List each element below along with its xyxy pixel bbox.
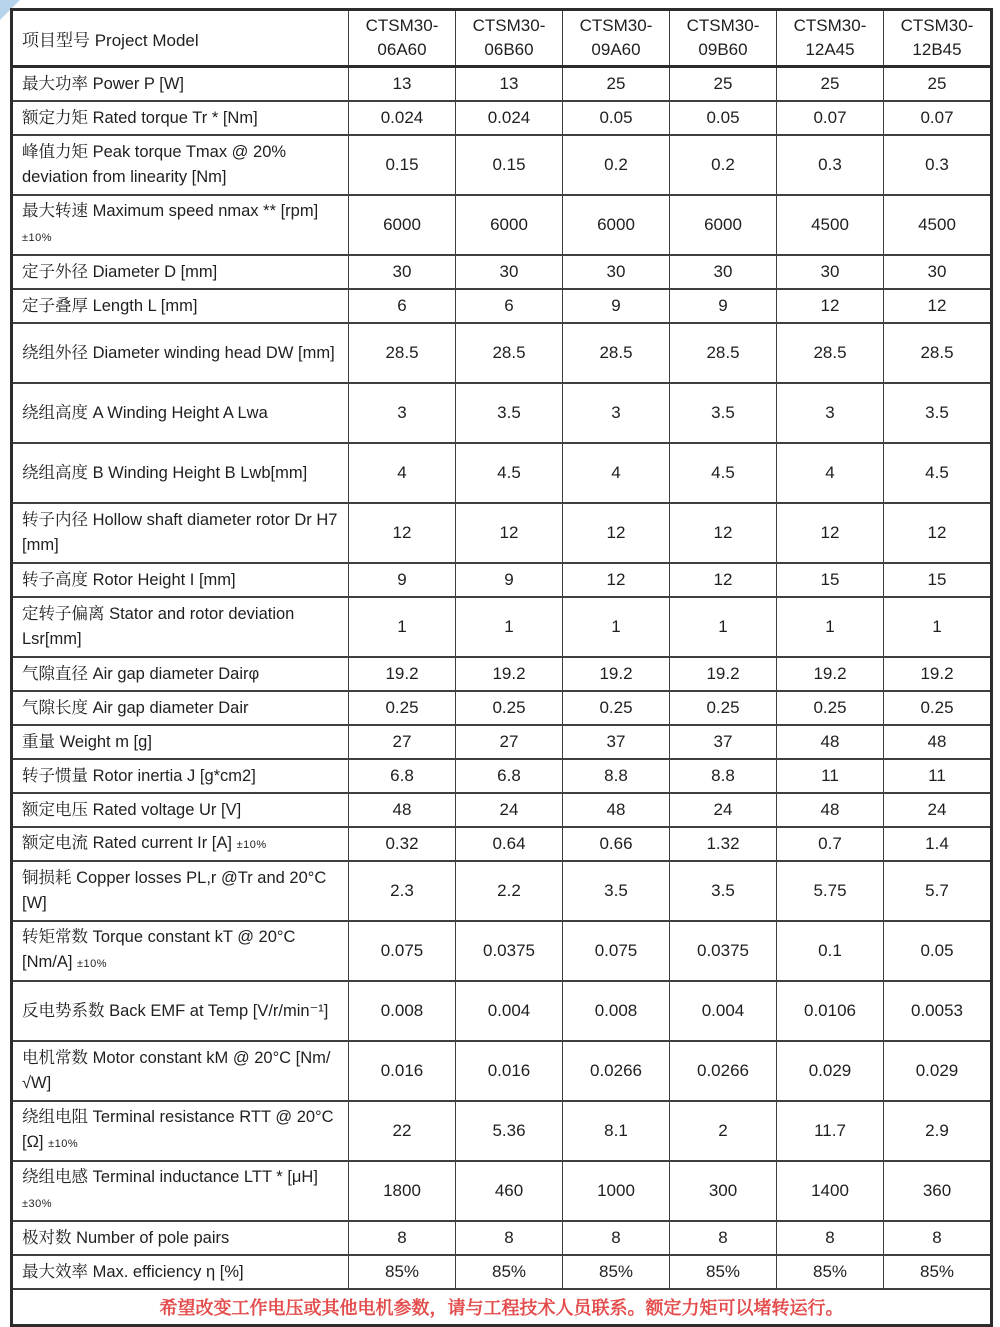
row-label-cell <box>12 597 349 657</box>
spec-value: 0.004 <box>670 981 777 1041</box>
spec-value: 1000 <box>563 1161 670 1221</box>
spec-value: 28.5 <box>670 323 777 383</box>
spec-value: 0.3 <box>777 135 884 195</box>
spec-value: 0.075 <box>349 921 456 981</box>
spec-value: 85% <box>777 1255 884 1289</box>
spec-value: 8.8 <box>670 759 777 793</box>
spec-value: 0.25 <box>777 691 884 725</box>
spec-value: 0.32 <box>349 827 456 861</box>
row-label: 绕组电阻 Terminal resistance RTT @ 20°C [Ω] <box>22 1108 334 1151</box>
row-label: 铜损耗 Copper losses PL,r @Tr and 20°C [W] <box>22 869 327 912</box>
row-label-suffix: ±10% <box>22 232 53 244</box>
spec-value: 0.7 <box>777 827 884 861</box>
model-name-line2: 06A60 <box>377 40 427 59</box>
model-name-line1: CTSM30- <box>472 16 546 35</box>
spec-value: 25 <box>563 67 670 102</box>
spec-value: 0.25 <box>884 691 992 725</box>
spec-value: 4 <box>563 443 670 503</box>
spec-value: 0.07 <box>884 101 992 135</box>
spec-value: 85% <box>884 1255 992 1289</box>
table-row <box>12 597 992 657</box>
spec-value: 4 <box>777 443 884 503</box>
row-label-cell <box>12 657 349 691</box>
row-label: 定子外径 Diameter D [mm] <box>22 262 218 281</box>
spec-value: 8.1 <box>563 1101 670 1161</box>
row-label: 绕组高度 A Winding Height A Lwa <box>22 403 268 422</box>
spec-value: 6000 <box>563 195 670 255</box>
spec-value: 85% <box>670 1255 777 1289</box>
spec-value: 85% <box>563 1255 670 1289</box>
spec-value: 0.008 <box>563 981 670 1041</box>
row-label-cell <box>12 1221 349 1255</box>
row-label: 峰值力矩 Peak torque Tmax @ 20% deviation from linearity [Nm] <box>22 143 287 186</box>
row-label-cell <box>12 793 349 827</box>
row-label: 定转子偏离 Stator and rotor deviation Lsr[mm] <box>22 605 295 648</box>
row-label-cell <box>12 861 349 921</box>
spec-value: 48 <box>777 793 884 827</box>
spec-value: 37 <box>670 725 777 759</box>
table-row <box>12 1041 992 1101</box>
spec-value: 13 <box>349 67 456 102</box>
model-name-line2: 12B45 <box>912 40 962 59</box>
row-label-suffix: ±10% <box>77 958 108 970</box>
spec-value: 15 <box>777 563 884 597</box>
spec-value: 24 <box>670 793 777 827</box>
table-row <box>12 1101 992 1161</box>
row-label: 绕组高度 B Winding Height B Lwb[mm] <box>22 463 308 482</box>
spec-value: 6000 <box>349 195 456 255</box>
table-row <box>12 383 992 443</box>
spec-value: 3.5 <box>456 383 563 443</box>
spec-value: 0.0053 <box>884 981 992 1041</box>
spec-value: 1.4 <box>884 827 992 861</box>
spec-value: 0.029 <box>884 1041 992 1101</box>
spec-value: 25 <box>777 67 884 102</box>
row-label-suffix: ±10% <box>236 838 267 851</box>
spec-value: 12 <box>349 503 456 563</box>
spec-value: 0.07 <box>777 101 884 135</box>
model-name-line2: 09B60 <box>698 40 748 59</box>
motor-spec-table <box>10 8 993 1327</box>
spec-value: 1 <box>884 597 992 657</box>
column-header-model <box>349 10 456 67</box>
table-row <box>12 793 992 827</box>
table-row <box>12 255 992 289</box>
table-row <box>12 981 992 1041</box>
spec-value: 8.8 <box>563 759 670 793</box>
spec-value: 9 <box>349 563 456 597</box>
table-row <box>12 1221 992 1255</box>
row-label: 转子高度 Rotor Height I [mm] <box>22 570 236 589</box>
row-label-cell <box>12 1161 349 1221</box>
spec-value: 4.5 <box>670 443 777 503</box>
spec-value: 2 <box>670 1101 777 1161</box>
spec-value: 12 <box>670 503 777 563</box>
spec-value: 0.0375 <box>456 921 563 981</box>
spec-value: 360 <box>884 1161 992 1221</box>
spec-value: 0.66 <box>563 827 670 861</box>
table-row <box>12 1161 992 1221</box>
table-row <box>12 503 992 563</box>
spec-value: 0.0106 <box>777 981 884 1041</box>
row-label: 转子内径 Hollow shaft diameter rotor Dr H7 [mm] <box>22 511 338 554</box>
row-label-cell <box>12 921 349 981</box>
spec-value: 12 <box>884 503 992 563</box>
table-row <box>12 323 992 383</box>
footer-row <box>12 1289 992 1326</box>
row-label-cell <box>12 1041 349 1101</box>
row-label-cell <box>12 443 349 503</box>
table-row <box>12 921 992 981</box>
spec-value: 0.016 <box>349 1041 456 1101</box>
column-header-model <box>884 10 992 67</box>
spec-value: 19.2 <box>563 657 670 691</box>
spec-value: 9 <box>563 289 670 323</box>
row-label-cell <box>12 67 349 102</box>
table-row <box>12 443 992 503</box>
spec-value: 0.0266 <box>563 1041 670 1101</box>
row-label-cell <box>12 289 349 323</box>
column-header-model <box>777 10 884 67</box>
spec-value: 0.15 <box>456 135 563 195</box>
table-row <box>12 861 992 921</box>
row-label-cell <box>12 827 349 861</box>
row-label: 最大转速 Maximum speed nmax ** [rpm] <box>22 202 319 220</box>
spec-value: 0.25 <box>349 691 456 725</box>
row-label-suffix: ±10% <box>48 1138 79 1150</box>
spec-value: 27 <box>456 725 563 759</box>
spec-value: 4500 <box>777 195 884 255</box>
table-row <box>12 563 992 597</box>
spec-value: 19.2 <box>884 657 992 691</box>
spec-value: 24 <box>884 793 992 827</box>
spec-value: 48 <box>349 793 456 827</box>
spec-value: 0.25 <box>670 691 777 725</box>
table-row <box>12 67 992 102</box>
spec-value: 5.36 <box>456 1101 563 1161</box>
table-row <box>12 657 992 691</box>
spec-value: 0.029 <box>777 1041 884 1101</box>
row-label-cell <box>12 981 349 1041</box>
table-row <box>12 827 992 861</box>
spec-value: 0.64 <box>456 827 563 861</box>
model-name-line1: CTSM30- <box>900 16 974 35</box>
spec-value: 8 <box>349 1221 456 1255</box>
row-label-cell <box>12 195 349 255</box>
spec-value: 9 <box>456 563 563 597</box>
spec-value: 9 <box>670 289 777 323</box>
spec-value: 3.5 <box>670 861 777 921</box>
spec-value: 30 <box>670 255 777 289</box>
spec-value: 28.5 <box>884 323 992 383</box>
spec-value: 11.7 <box>777 1101 884 1161</box>
header-row <box>12 10 992 67</box>
spec-value: 85% <box>456 1255 563 1289</box>
spec-value: 6000 <box>456 195 563 255</box>
spec-value: 12 <box>777 503 884 563</box>
spec-value: 22 <box>349 1101 456 1161</box>
spec-value: 0.0375 <box>670 921 777 981</box>
model-name-line1: CTSM30- <box>793 16 867 35</box>
spec-value: 0.024 <box>456 101 563 135</box>
spec-value: 0.024 <box>349 101 456 135</box>
spec-value: 8 <box>777 1221 884 1255</box>
row-label-cell <box>12 101 349 135</box>
spec-value: 30 <box>777 255 884 289</box>
spec-value: 3.5 <box>884 383 992 443</box>
spec-value: 37 <box>563 725 670 759</box>
spec-value: 12 <box>777 289 884 323</box>
spec-value: 0.25 <box>456 691 563 725</box>
spec-value: 8 <box>884 1221 992 1255</box>
row-label: 绕组电感 Terminal inductance LTT * [μH] <box>22 1168 318 1186</box>
row-label: 最大功率 Power P [W] <box>22 74 184 93</box>
spec-value: 28.5 <box>777 323 884 383</box>
spec-value: 3 <box>777 383 884 443</box>
spec-value: 30 <box>456 255 563 289</box>
spec-value: 12 <box>456 503 563 563</box>
model-name-line2: 06B60 <box>484 40 534 59</box>
spec-value: 2.2 <box>456 861 563 921</box>
spec-value: 28.5 <box>349 323 456 383</box>
row-label: 转矩常数 Torque constant kT @ 20°C [Nm/A] <box>22 928 296 971</box>
spec-value: 0.016 <box>456 1041 563 1101</box>
model-name-line2: 12A45 <box>805 40 855 59</box>
spec-value: 2.3 <box>349 861 456 921</box>
spec-value: 6.8 <box>349 759 456 793</box>
spec-value: 19.2 <box>777 657 884 691</box>
table-row <box>12 759 992 793</box>
spec-value: 4.5 <box>884 443 992 503</box>
spec-value: 48 <box>884 725 992 759</box>
table-row <box>12 289 992 323</box>
spec-value: 0.05 <box>563 101 670 135</box>
table-row <box>12 1255 992 1289</box>
spec-value: 0.1 <box>777 921 884 981</box>
table-row <box>12 135 992 195</box>
row-label: 额定电流 Rated current Ir [A] <box>22 833 232 852</box>
spec-value: 4.5 <box>456 443 563 503</box>
footer-note: 希望改变工作电压或其他电机参数，请与工程技术人员联系。额定力矩可以堵转运行。 <box>12 1289 992 1326</box>
column-header-model <box>456 10 563 67</box>
row-label-cell <box>12 691 349 725</box>
row-label-cell <box>12 503 349 563</box>
spec-value: 0.05 <box>884 921 992 981</box>
spec-value: 11 <box>777 759 884 793</box>
model-name-line1: CTSM30- <box>579 16 653 35</box>
row-label-cell <box>12 135 349 195</box>
row-label: 定子叠厚 Length L [mm] <box>22 296 198 315</box>
spec-value: 1 <box>777 597 884 657</box>
model-name-line2: 09A60 <box>591 40 641 59</box>
spec-value: 0.075 <box>563 921 670 981</box>
spec-value: 11 <box>884 759 992 793</box>
spec-value: 5.75 <box>777 861 884 921</box>
spec-value: 0.004 <box>456 981 563 1041</box>
row-label: 转子惯量 Rotor inertia J [g*cm2] <box>22 766 256 785</box>
spec-value: 1800 <box>349 1161 456 1221</box>
row-label-cell <box>12 759 349 793</box>
spec-value: 28.5 <box>563 323 670 383</box>
spec-value: 13 <box>456 67 563 102</box>
row-label-cell <box>12 383 349 443</box>
spec-value: 0.2 <box>670 135 777 195</box>
spec-value: 0.05 <box>670 101 777 135</box>
table-row <box>12 101 992 135</box>
spec-table-body <box>12 67 992 1290</box>
spec-value: 3 <box>563 383 670 443</box>
spec-value: 0.25 <box>563 691 670 725</box>
spec-value: 1 <box>456 597 563 657</box>
spec-value: 25 <box>670 67 777 102</box>
spec-value: 3.5 <box>563 861 670 921</box>
row-label-cell <box>12 323 349 383</box>
row-label-cell <box>12 563 349 597</box>
spec-value: 0.3 <box>884 135 992 195</box>
row-label: 额定电压 Rated voltage Ur [V] <box>22 800 242 819</box>
row-label: 最大效率 Max. efficiency η [%] <box>22 1262 244 1281</box>
spec-value: 3.5 <box>670 383 777 443</box>
table-row <box>12 195 992 255</box>
spec-value: 19.2 <box>349 657 456 691</box>
spec-value: 2.9 <box>884 1101 992 1161</box>
spec-value: 1 <box>563 597 670 657</box>
spec-value: 6 <box>349 289 456 323</box>
spec-value: 48 <box>777 725 884 759</box>
spec-value: 4 <box>349 443 456 503</box>
spec-value: 300 <box>670 1161 777 1221</box>
spec-value: 85% <box>349 1255 456 1289</box>
spec-value: 24 <box>456 793 563 827</box>
row-label-cell <box>12 1255 349 1289</box>
row-label-suffix: ±30% <box>22 1198 53 1210</box>
spec-value: 6.8 <box>456 759 563 793</box>
spec-value: 25 <box>884 67 992 102</box>
spec-value: 0.2 <box>563 135 670 195</box>
row-label: 额定力矩 Rated torque Tr * [Nm] <box>22 108 258 127</box>
spec-value: 6 <box>456 289 563 323</box>
spec-value: 8 <box>563 1221 670 1255</box>
column-header-model <box>563 10 670 67</box>
spec-value: 8 <box>670 1221 777 1255</box>
spec-value: 27 <box>349 725 456 759</box>
row-label: 绕组外径 Diameter winding head DW [mm] <box>22 343 335 362</box>
row-label: 电机常数 Motor constant kM @ 20°C [Nm/ √W] <box>22 1049 331 1092</box>
spec-value: 0.15 <box>349 135 456 195</box>
spec-value: 19.2 <box>456 657 563 691</box>
spec-value: 1 <box>349 597 456 657</box>
spec-value: 12 <box>563 563 670 597</box>
spec-value: 12 <box>563 503 670 563</box>
spec-value: 6000 <box>670 195 777 255</box>
spec-value: 0.008 <box>349 981 456 1041</box>
row-label: 重量 Weight m [g] <box>22 732 152 751</box>
spec-value: 30 <box>884 255 992 289</box>
spec-value: 3 <box>349 383 456 443</box>
spec-value: 460 <box>456 1161 563 1221</box>
spec-value: 12 <box>670 563 777 597</box>
model-name-line1: CTSM30- <box>365 16 439 35</box>
spec-value: 5.7 <box>884 861 992 921</box>
spec-value: 4500 <box>884 195 992 255</box>
row-label-cell <box>12 725 349 759</box>
spec-value: 1 <box>670 597 777 657</box>
row-label: 气隙长度 Air gap diameter Dair <box>22 698 249 717</box>
project-model-header: 项目型号 Project Model <box>12 10 349 67</box>
spec-value: 30 <box>349 255 456 289</box>
model-name-line1: CTSM30- <box>686 16 760 35</box>
row-label: 气隙直径 Air gap diameter Dairφ <box>22 664 260 683</box>
spec-value: 48 <box>563 793 670 827</box>
row-label: 反电势系数 Back EMF at Temp [V/r/min⁻¹] <box>22 1001 329 1020</box>
table-row <box>12 691 992 725</box>
column-header-model <box>670 10 777 67</box>
spec-value: 28.5 <box>456 323 563 383</box>
spec-value: 12 <box>884 289 992 323</box>
row-label-cell <box>12 255 349 289</box>
spec-value: 1400 <box>777 1161 884 1221</box>
spec-value: 19.2 <box>670 657 777 691</box>
row-label: 极对数 Number of pole pairs <box>22 1228 230 1247</box>
spec-value: 30 <box>563 255 670 289</box>
spec-value: 15 <box>884 563 992 597</box>
spec-value: 1.32 <box>670 827 777 861</box>
table-row <box>12 725 992 759</box>
spec-value: 8 <box>456 1221 563 1255</box>
spec-value: 0.0266 <box>670 1041 777 1101</box>
row-label-cell <box>12 1101 349 1161</box>
